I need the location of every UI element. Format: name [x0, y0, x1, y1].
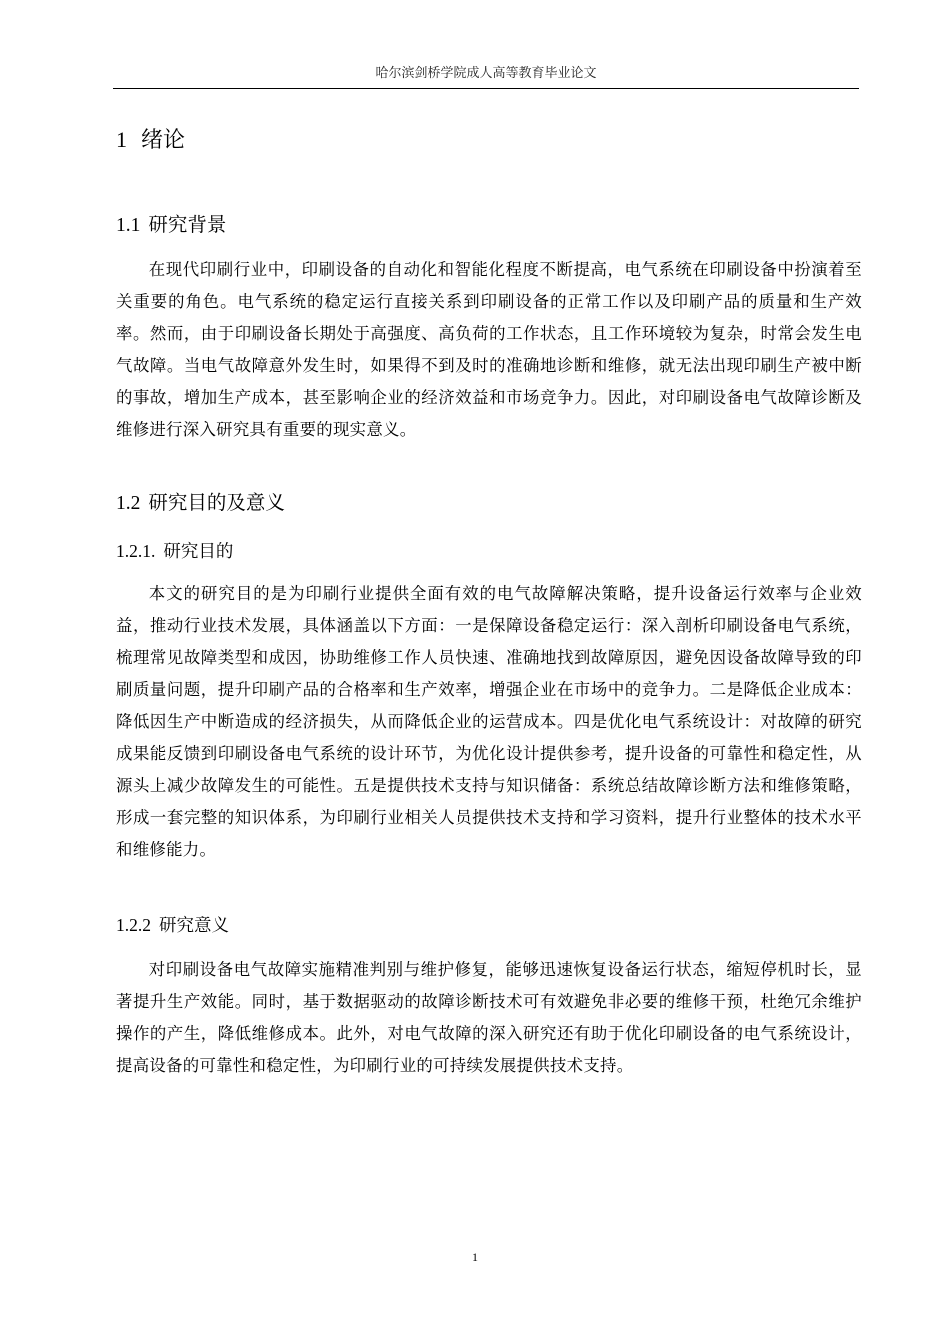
section-number: 1.2 — [116, 493, 141, 514]
chapter-number: 1 — [116, 127, 127, 152]
section-heading-1-1 — [116, 210, 862, 241]
paragraph-significance: 对印刷设备电气故障实施精准判别与维护修复，能够迅速恢复设备运行状态，缩短停机时长，显著提升生产效能。同时，基于数据驱动的故障诊断技术可有效避免非必要的维修干预，杜绝冗余维护操作的产生，降低维修成本。此外，对电气故障的深入研究还有助于优化印刷设备的电气系统设计，提高设备的可靠性和稳定性，为印刷行业的可持续发展提供技术支持。 — [116, 960, 862, 1075]
paragraph-purpose: 本文的研究目的是为印刷行业提供全面有效的电气故障解决策略，提升设备运行效率与企业效益，推动行业技术发展，具体涵盖以下方面：一是保障设备稳定运行：深入剖析印刷设备电气系统，梳理常见故障类型和成因，协助维修工作人员快速、准确地找到故障原因，避免因设备故障导致的印刷质量问题，提升印刷产品的合格率和生产效率，增强企业在市场中的竞争力。二是降低企业成本：降低因生产中断造成的经济损失，从而降低企业的运营成本。四是优化电气系统设计：对故障的研究成果能反馈到印刷设备电气系统的设计环节，为优化设计提供参考，提升设备的可靠性和稳定性，从源头上减少故障发生的可能性。五是提供技术支持与知识储备：系统总结故障诊断方法和维修策略，形成一套完整的知识体系，为印刷行业相关人员提供技术支持和学习资料，提升行业整体的技术水平和维修能力。 — [116, 584, 862, 859]
section-title: 研究目的及意义 — [148, 491, 285, 514]
section-title: 研究背景 — [148, 213, 227, 236]
header-divider — [113, 88, 859, 89]
subsection-title: 研究目的 — [163, 542, 234, 562]
subsection-number: 1.2.2 — [116, 915, 151, 935]
section-heading-1-2 — [116, 488, 862, 519]
running-header: 哈尔滨剑桥学院成人高等教育毕业论文 — [375, 66, 597, 81]
page-number: 1 — [472, 1250, 478, 1264]
section-number: 1.1 — [116, 215, 141, 236]
subsection-heading-1-2-2 — [116, 911, 862, 940]
subsection-heading-1-2-1 — [116, 537, 862, 566]
subsection-title: 研究意义 — [159, 916, 229, 936]
chapter-title: 绪论 — [141, 128, 186, 153]
paragraph-background: 在现代印刷行业中，印刷设备的自动化和智能化程度不断提高，电气系统在印刷设备中扮演着至关重要的角色。电气系统的稳定运行直接关系到印刷设备的正常工作以及印刷产品的质量和生产效率。然而，由于印刷设备长期处于高强度、高负荷的工作状态，且工作环境较为复杂，时常会发生电气故障。当电气故障意外发生时，如果得不到及时的准确地诊断和维修，就无法出现印刷生产被中断的事故，增加生产成本，甚至影响企业的经济效益和市场竞争力。因此，对印刷设备电气故障诊断及维修进行深入研究具有重要的现实意义。 — [116, 260, 862, 439]
chapter-heading — [116, 124, 862, 157]
subsection-number: 1.2.1. — [116, 541, 156, 561]
